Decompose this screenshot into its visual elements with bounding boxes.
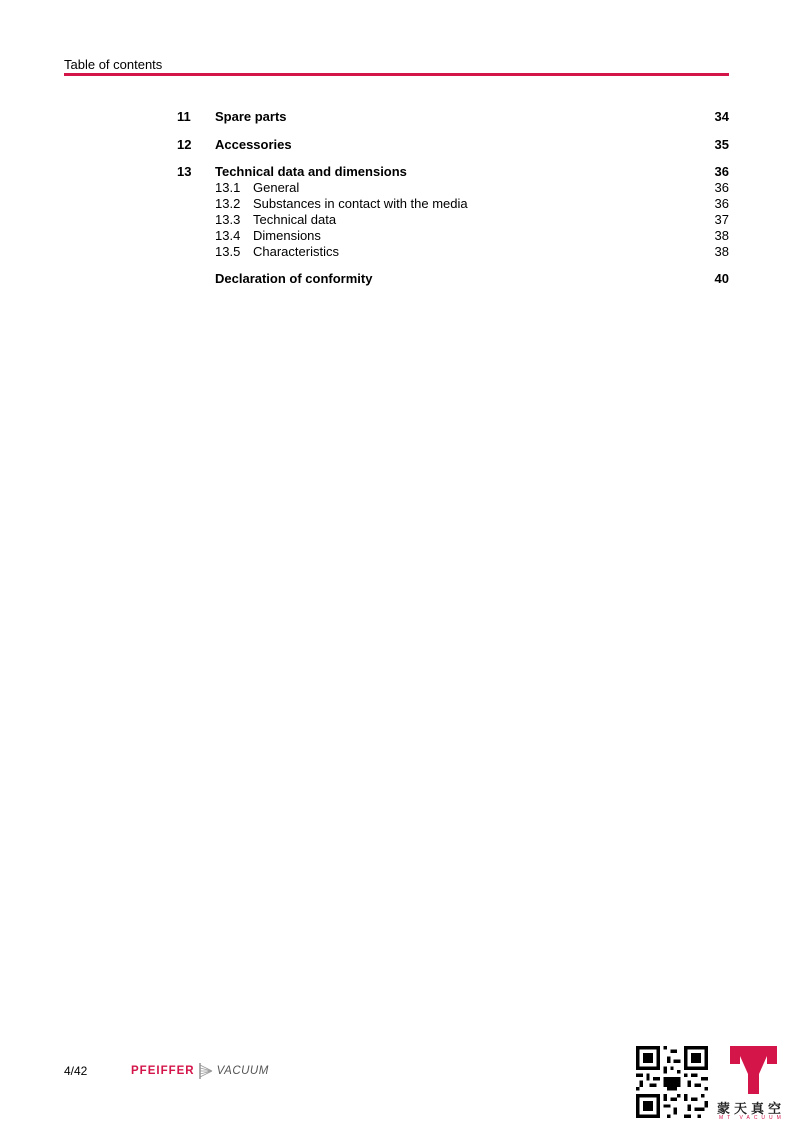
toc-subentry-title: Substances in contact with the media <box>253 196 468 211</box>
toc-entry-number: 13 <box>177 164 192 179</box>
toc-subentry-title: Characteristics <box>253 244 339 259</box>
toc-subentry-page: 36 <box>714 180 729 195</box>
logo-brand: PFEIFFER <box>131 1065 195 1077</box>
mt-chinese-name: 蒙天真空 <box>717 1101 786 1116</box>
toc-entry-declaration[interactable] <box>0 270 793 288</box>
toc-subentry-number: 13.5 <box>215 244 241 259</box>
mt-english-name: MT VACUUM <box>719 1115 785 1121</box>
toc-subentry-number: 13.2 <box>215 196 241 211</box>
toc-subentry-title: General <box>253 180 300 195</box>
logo-wedge-icon <box>199 1062 213 1080</box>
toc-entry-title: Spare parts <box>215 109 287 124</box>
header-rule <box>64 73 729 76</box>
toc-subentry-number: 13.3 <box>215 212 241 227</box>
toc-entry-11[interactable] <box>0 108 793 126</box>
toc-subentry-13-2[interactable] <box>0 196 793 212</box>
toc-subentry-number: 13.1 <box>215 180 241 195</box>
toc-subentry-13-3[interactable] <box>0 212 793 228</box>
qr-code-icon <box>636 1046 708 1118</box>
toc-subentry-13-4[interactable] <box>0 228 793 244</box>
toc-entry-title: Technical data and dimensions <box>215 164 407 179</box>
toc-subentry-page: 38 <box>714 244 729 259</box>
logo-vacuum: VACUUM <box>216 1065 269 1077</box>
toc-entry-page: 35 <box>714 137 729 152</box>
header-title: Table of contents <box>64 57 163 72</box>
toc-subentry-number: 13.4 <box>215 228 241 243</box>
toc-entry-page: 36 <box>714 164 729 179</box>
toc-subentry-page: 38 <box>714 228 729 243</box>
pfeiffer-vacuum-logo <box>131 1061 269 1081</box>
toc-subentry-page: 36 <box>714 196 729 211</box>
toc-subentry-13-1[interactable] <box>0 180 793 196</box>
toc-entry-title: Declaration of conformity <box>215 271 373 286</box>
toc-subentry-13-5[interactable] <box>0 244 793 260</box>
toc-entry-page: 34 <box>714 109 729 124</box>
toc-subentry-title: Technical data <box>253 212 337 227</box>
toc-subentry-page: 37 <box>714 212 729 227</box>
toc-entry-page: 40 <box>714 271 729 286</box>
toc-entry-number: 12 <box>177 137 192 152</box>
toc-entry-12[interactable] <box>0 136 793 154</box>
page-indicator: 4/42 <box>64 1064 88 1078</box>
toc-entry-number: 11 <box>177 109 191 124</box>
toc-entry-title: Accessories <box>215 137 292 152</box>
toc-entry-13[interactable] <box>0 163 793 181</box>
toc-subentry-title: Dimensions <box>253 228 321 243</box>
